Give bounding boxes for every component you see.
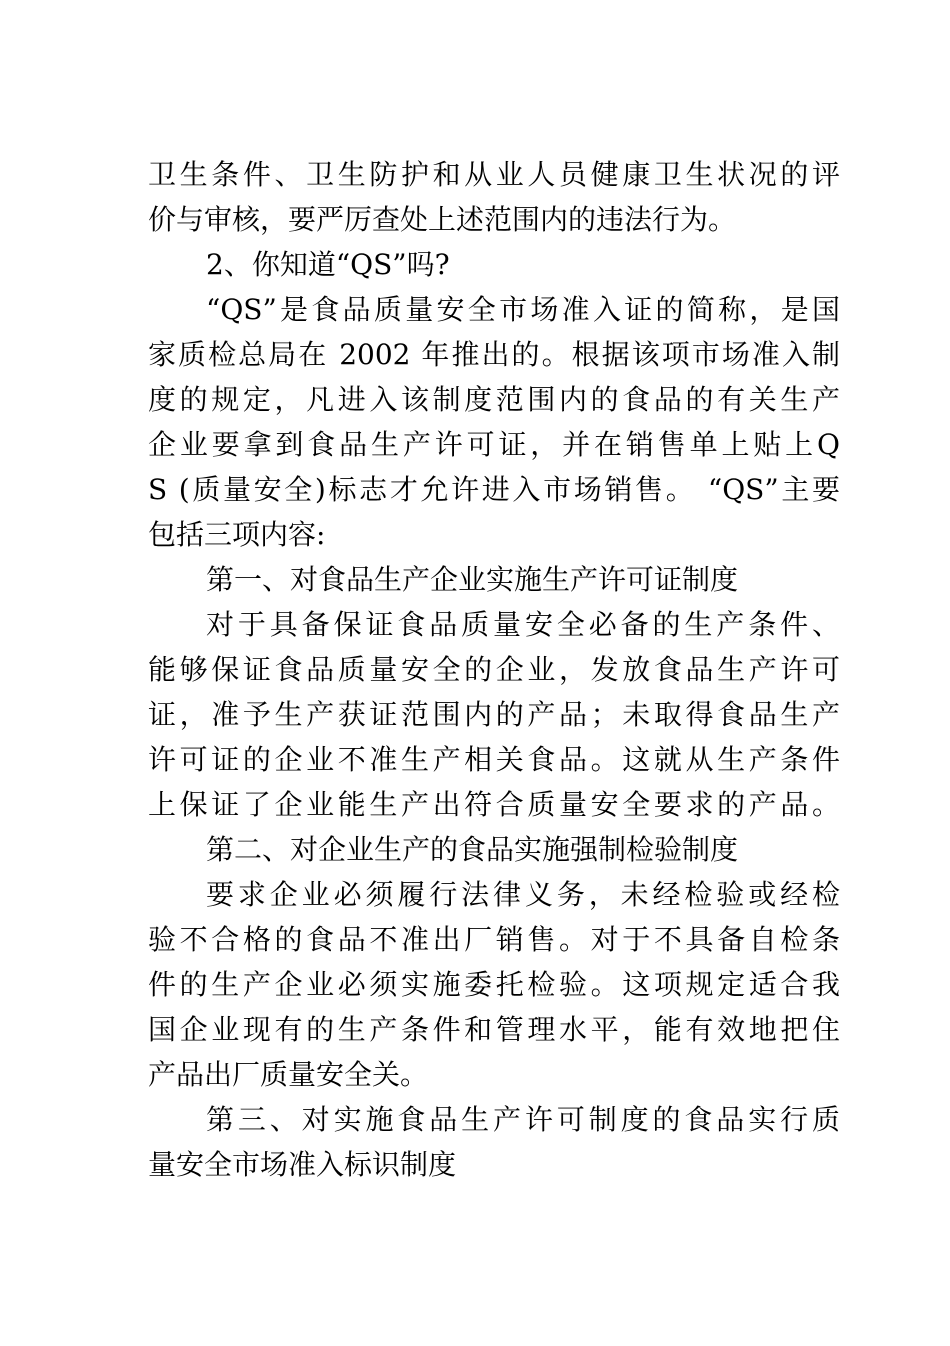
text-line: 上保证了企业能生产出符合质量安全要求的产品。: [148, 788, 840, 821]
text-line: 能够保证食品质量安全的企业，发放食品生产许可: [148, 653, 840, 686]
text-line: 第三、对实施食品生产许可制度的食品实行质: [206, 1103, 840, 1136]
text-line: 国企业现有的生产条件和管理水平，能有效地把住: [148, 1013, 840, 1046]
text-line: 要求企业必须履行法律义务，未经检验或经检: [206, 878, 840, 911]
text-line: 量安全市场准入标识制度: [148, 1148, 457, 1181]
text-line: 家质检总局在 2002 年推出的。根据该项市场准入制: [148, 338, 840, 371]
text-line: 许可证的企业不准生产相关食品。这就从生产条件: [148, 743, 840, 776]
text-line: 证，准予生产获证范围内的产品；未取得食品生产: [148, 698, 840, 731]
text-line: 价与审核，要严厉查处上述范围内的违法行为。: [148, 203, 737, 236]
text-line: 2、你知道“QS”吗?: [206, 248, 450, 281]
text-line: 卫生条件、卫生防护和从业人员健康卫生状况的评: [148, 158, 840, 191]
text-line: 包括三项内容:: [148, 518, 326, 551]
text-line: 对于具备保证食品质量安全必备的生产条件、: [206, 608, 840, 641]
text-line: “QS”是食品质量安全市场准入证的简称，是国: [206, 293, 840, 326]
text-line: 第二、对企业生产的食品实施强制检验制度: [206, 833, 739, 866]
text-line: S (质量安全)标志才允许进入市场销售。 “QS”主要: [148, 473, 840, 506]
text-line: 验不合格的食品不准出厂销售。对于不具备自检条: [148, 923, 840, 956]
text-line: 企业要拿到食品生产许可证，并在销售单上贴上Q: [148, 428, 840, 461]
text-line: 第一、对食品生产企业实施生产许可证制度: [206, 563, 739, 596]
document-body: [148, 152, 840, 1187]
text-line: 产品出厂质量安全关。: [148, 1058, 429, 1091]
text-line: 件的生产企业必须实施委托检验。这项规定适合我: [148, 968, 840, 1001]
text-line: 度的规定，凡进入该制度范围内的食品的有关生产: [148, 383, 840, 416]
